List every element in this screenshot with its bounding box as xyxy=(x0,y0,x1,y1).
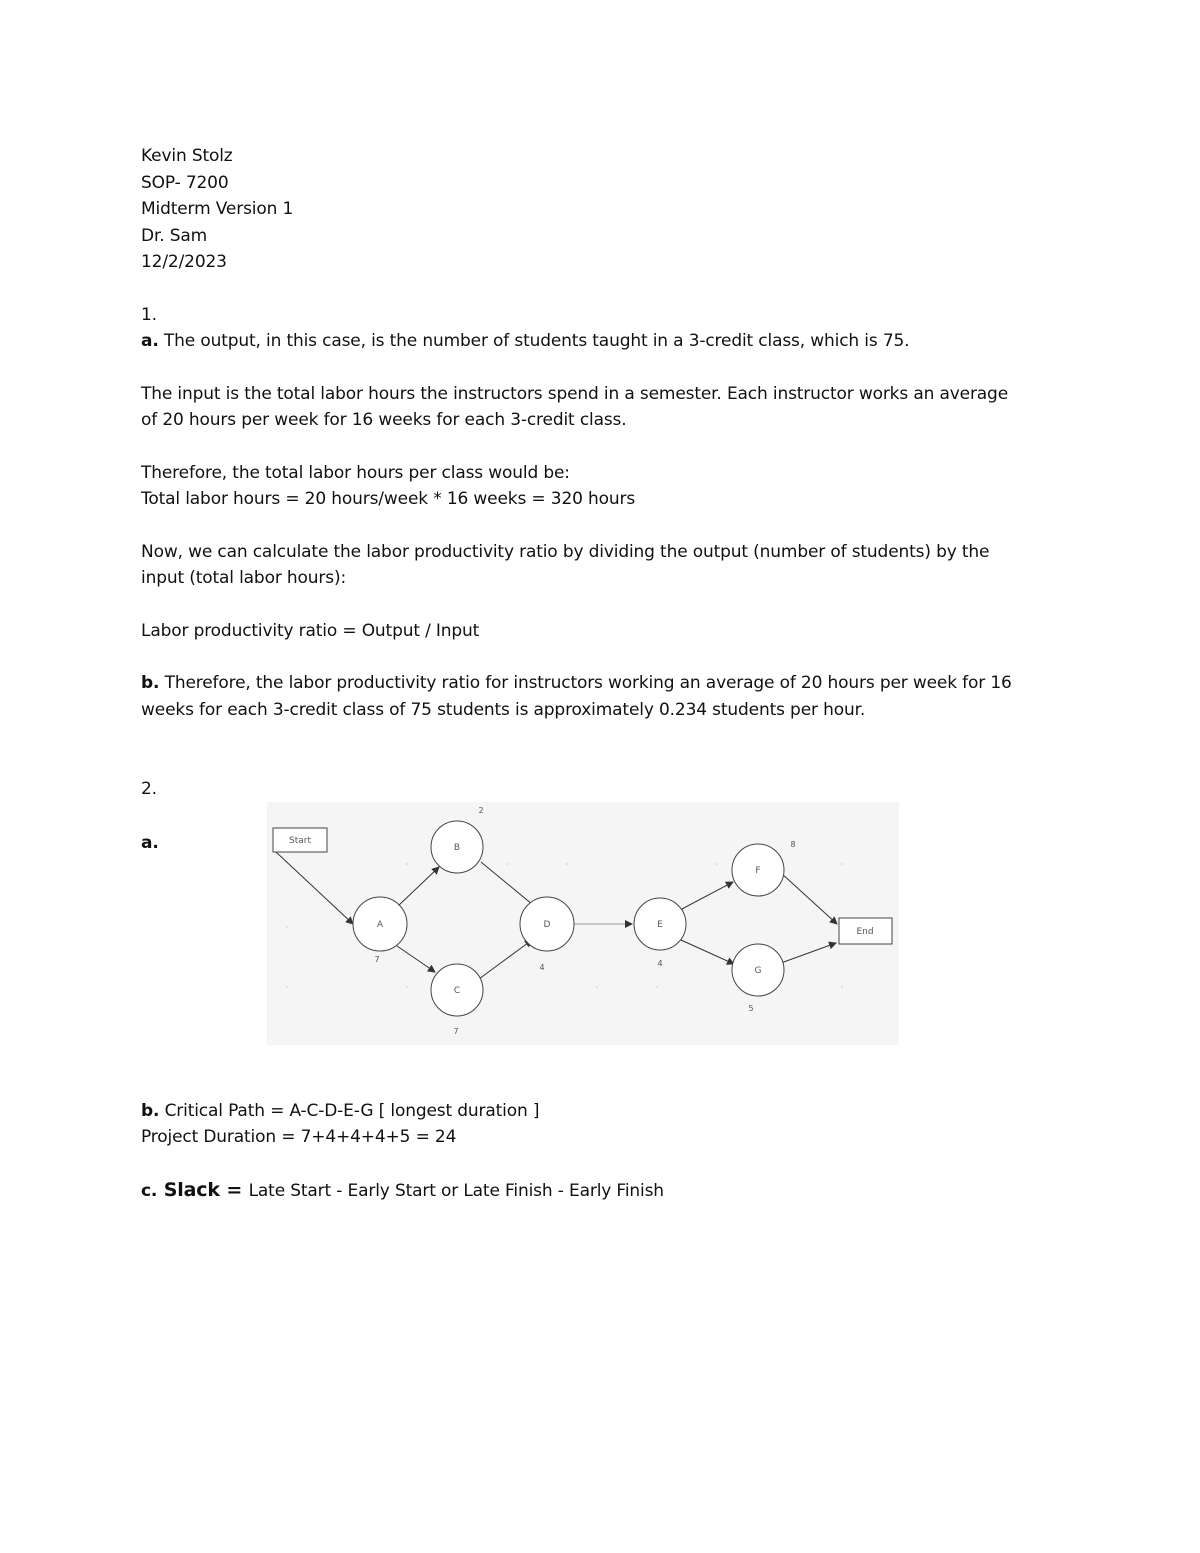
course-code: SOP- 7200 xyxy=(141,173,229,193)
project-duration: Project Duration = 7+4+4+4+5 = 24 xyxy=(141,1127,457,1147)
question-2c-label: c. xyxy=(141,1181,158,1201)
question-1b xyxy=(141,672,1012,694)
document-date: 12/2/2023 xyxy=(141,252,227,272)
node-g-duration: 5 xyxy=(748,1004,754,1013)
node-a-duration: 7 xyxy=(374,955,380,964)
critical-path-text: Critical Path = A-C-D-E-G [ longest duration ] xyxy=(159,1101,540,1121)
total-hours-line: Total labor hours = 20 hours/week * 16 weeks = 320 hours xyxy=(141,489,636,509)
node-f-duration: 8 xyxy=(790,840,796,849)
question-2c xyxy=(141,1179,664,1202)
node-a-label: A xyxy=(376,920,384,930)
therefore-line: Therefore, the total labor hours per class would be: xyxy=(141,463,570,483)
edge-b-d xyxy=(481,862,538,909)
question-1a-label: a. xyxy=(141,331,159,351)
instructor-name: Dr. Sam xyxy=(141,226,208,246)
question-1b-text-line-2: weeks for each 3-credit class of 75 students is approximately 0.234 students per hour. xyxy=(141,700,866,720)
question-1a xyxy=(141,330,909,352)
start-label: Start xyxy=(289,836,311,846)
node-d-label: D xyxy=(543,920,551,930)
edge-e-g xyxy=(681,940,734,964)
node-c-duration: 7 xyxy=(453,1027,459,1036)
node-g-label: G xyxy=(754,966,762,976)
exam-title: Midterm Version 1 xyxy=(141,199,294,219)
question-2-number: 2. xyxy=(141,779,157,799)
network-diagram xyxy=(267,802,899,1045)
node-e-duration: 4 xyxy=(657,959,663,968)
input-paragraph-line-2: of 20 hours per week for 16 weeks for each 3-credit class. xyxy=(141,410,627,430)
question-1b-label: b. xyxy=(141,673,160,693)
question-2b xyxy=(141,1100,539,1122)
edge-a-b xyxy=(397,867,439,907)
node-e-label: E xyxy=(657,920,663,930)
ratio-paragraph-line-2: input (total labor hours): xyxy=(141,568,347,588)
ratio-paragraph-line-1: Now, we can calculate the labor productivity ratio by dividing the output (number of students) by the xyxy=(141,542,990,562)
question-1b-text-line-1: Therefore, the labor productivity ratio for instructors working an average of 20 hours per week for 16 xyxy=(159,673,1012,693)
edge-g-end xyxy=(781,943,836,963)
edge-f-end xyxy=(781,873,837,924)
slack-definition: Late Start - Early Start or Late Finish - Early Finish xyxy=(248,1181,664,1201)
author-name: Kevin Stolz xyxy=(141,146,233,166)
node-d-duration: 4 xyxy=(539,963,545,972)
node-b-duration: 2 xyxy=(478,806,484,815)
node-b-label: B xyxy=(453,843,461,853)
ratio-formula: Labor productivity ratio = Output / Input xyxy=(141,621,480,641)
node-c-label: C xyxy=(453,986,461,996)
edge-e-f xyxy=(680,882,733,910)
question-2a-label: a. xyxy=(141,833,159,853)
edge-start-a xyxy=(276,852,353,924)
edge-c-d xyxy=(479,940,532,979)
node-f-label: F xyxy=(755,866,761,876)
question-1a-text: The output, in this case, is the number of students taught in a 3-credit class, which is 75. xyxy=(158,331,910,351)
question-2b-label: b. xyxy=(141,1101,160,1121)
end-label: End xyxy=(856,927,874,937)
edge-a-c xyxy=(397,946,435,972)
input-paragraph-line-1: The input is the total labor hours the instructors spend in a semester. Each instructor works an average xyxy=(141,384,1009,404)
slack-term: Slack = xyxy=(157,1179,249,1201)
question-1-number: 1. xyxy=(141,305,157,325)
